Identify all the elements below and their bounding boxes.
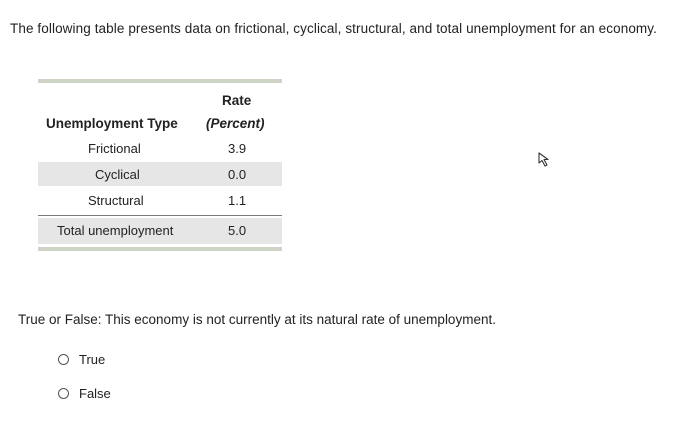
mouse-pointer-icon (536, 151, 554, 169)
row-type: Cyclical (95, 167, 140, 182)
header-rate: Rate (222, 93, 252, 108)
intro-text: The following table presents data on frictional, cyclical, structural, and total unemployment for an economy. (10, 21, 657, 36)
table-row (38, 136, 282, 160)
question-text: True or False: This economy is not currently at its natural rate of unemployment. (18, 312, 496, 327)
row-rate: 1.1 (228, 193, 247, 208)
option-false[interactable] (58, 386, 111, 401)
table-row (38, 188, 282, 212)
radio-false[interactable] (58, 388, 69, 399)
total-type: Total unemployment (57, 223, 174, 238)
total-divider (38, 215, 282, 216)
header-percent: (Percent) (206, 116, 265, 131)
header-unemployment-type: Unemployment Type (46, 116, 178, 131)
table-top-rule (38, 79, 282, 83)
row-rate: 3.9 (228, 141, 247, 156)
radio-true[interactable] (58, 354, 69, 365)
option-false-label: False (79, 386, 111, 401)
row-type: Frictional (88, 141, 141, 156)
total-rate: 5.0 (228, 223, 247, 238)
option-true[interactable] (58, 352, 105, 367)
row-rate: 0.0 (228, 167, 247, 182)
table-total-row (38, 218, 282, 244)
option-true-label: True (79, 352, 106, 367)
row-type: Structural (88, 193, 144, 208)
table-bottom-rule (38, 247, 282, 251)
table-row (38, 162, 282, 186)
